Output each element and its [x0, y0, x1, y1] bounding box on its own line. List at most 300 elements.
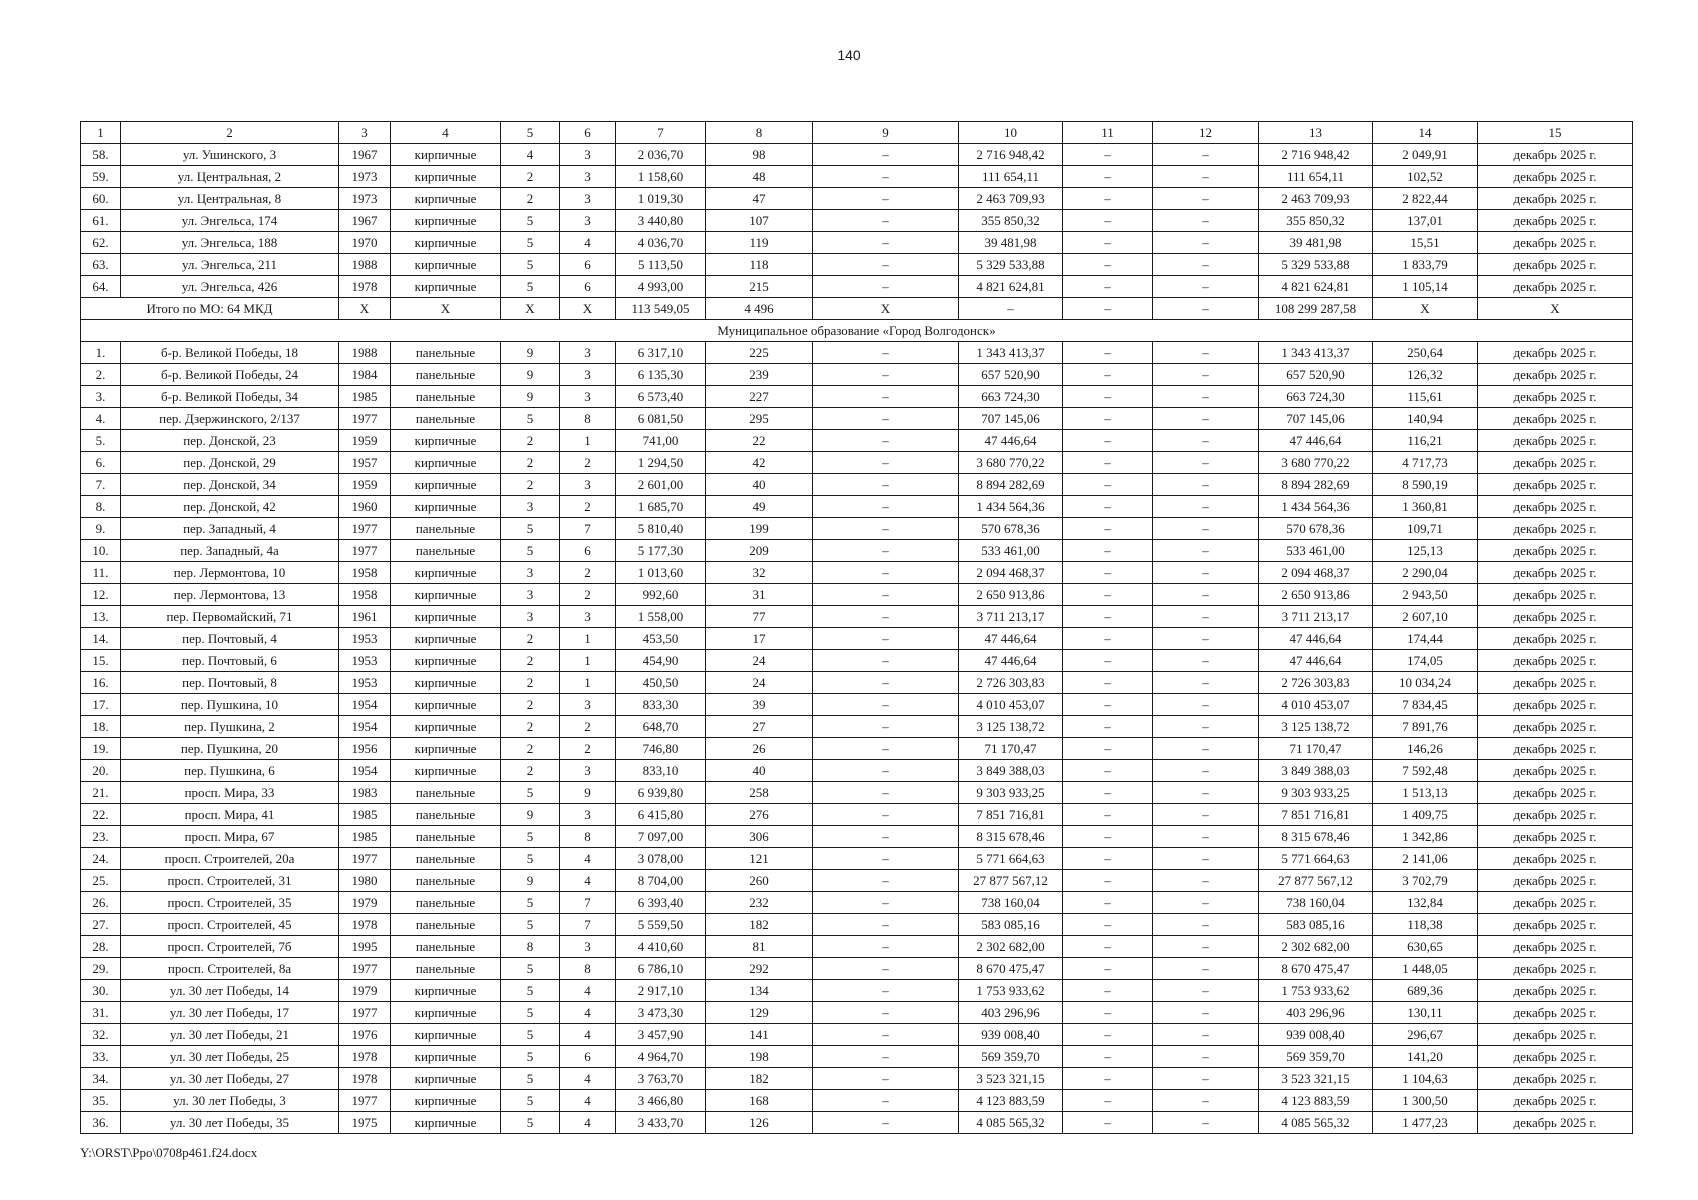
- table-row: [81, 980, 1633, 1002]
- table-cell: –: [813, 980, 959, 1002]
- table-cell: 182: [706, 1068, 813, 1090]
- table-cell: декабрь 2025 г.: [1478, 496, 1633, 518]
- table-cell: 3: [560, 606, 616, 628]
- table-cell: 5 113,50: [616, 254, 706, 276]
- table-cell: просп. Мира, 67: [121, 826, 339, 848]
- table-cell: –: [1153, 1002, 1259, 1024]
- table-cell: 1954: [339, 716, 391, 738]
- table-cell: 7: [616, 122, 706, 144]
- table-cell: 5: [501, 1112, 560, 1134]
- table-row: [81, 144, 1633, 166]
- table-cell: –: [813, 1090, 959, 1112]
- table-cell: –: [1153, 386, 1259, 408]
- table-cell: 4 410,60: [616, 936, 706, 958]
- table-cell: 3 078,00: [616, 848, 706, 870]
- table-cell: –: [1063, 562, 1153, 584]
- table-cell: 9: [501, 804, 560, 826]
- table-cell: 232: [706, 892, 813, 914]
- table-cell: ул. 30 лет Победы, 3: [121, 1090, 339, 1112]
- table-cell: кирпичные: [391, 210, 501, 232]
- table-cell: декабрь 2025 г.: [1478, 232, 1633, 254]
- table-cell: 182: [706, 914, 813, 936]
- table-cell: 239: [706, 364, 813, 386]
- table-body: [81, 144, 1633, 1134]
- table-cell: 8 315 678,46: [959, 826, 1063, 848]
- table-cell: 8.: [81, 496, 121, 518]
- table-cell: 1959: [339, 474, 391, 496]
- table-cell: 27 877 567,12: [959, 870, 1063, 892]
- table-cell: 833,10: [616, 760, 706, 782]
- table-cell: –: [1153, 694, 1259, 716]
- table-cell: 1977: [339, 518, 391, 540]
- table-cell: декабрь 2025 г.: [1478, 210, 1633, 232]
- table-cell: 9: [813, 122, 959, 144]
- table-cell: 1958: [339, 562, 391, 584]
- table-cell: –: [813, 672, 959, 694]
- table-cell: 137,01: [1373, 210, 1478, 232]
- table-cell: –: [813, 496, 959, 518]
- table-cell: декабрь 2025 г.: [1478, 804, 1633, 826]
- table-cell: просп. Строителей, 20а: [121, 848, 339, 870]
- table-cell: декабрь 2025 г.: [1478, 562, 1633, 584]
- table-cell: 5: [501, 122, 560, 144]
- table-cell: –: [813, 518, 959, 540]
- table-cell: кирпичные: [391, 254, 501, 276]
- table-cell: 1967: [339, 144, 391, 166]
- table-cell: 5 177,30: [616, 540, 706, 562]
- table-cell: –: [1153, 1024, 1259, 1046]
- table-cell: 21.: [81, 782, 121, 804]
- table-cell: 4 717,73: [1373, 452, 1478, 474]
- table-cell: 30.: [81, 980, 121, 1002]
- table-cell: 1954: [339, 760, 391, 782]
- table-cell: 5: [501, 408, 560, 430]
- table-row: [81, 232, 1633, 254]
- table-cell: 5: [501, 1024, 560, 1046]
- table-cell: 1 833,79: [1373, 254, 1478, 276]
- table-cell: 5: [501, 782, 560, 804]
- table-cell: –: [1063, 496, 1153, 518]
- page-number: 140: [837, 47, 861, 63]
- table-cell: 1957: [339, 452, 391, 474]
- table-cell: 2: [501, 452, 560, 474]
- table-cell: пер. Почтовый, 6: [121, 650, 339, 672]
- table-cell: –: [1153, 738, 1259, 760]
- table-cell: –: [813, 276, 959, 298]
- table-cell: декабрь 2025 г.: [1478, 144, 1633, 166]
- table-cell: 174,44: [1373, 628, 1478, 650]
- table-row: [81, 738, 1633, 760]
- table-cell: 146,26: [1373, 738, 1478, 760]
- table-cell: 225: [706, 342, 813, 364]
- table-cell: 3: [560, 936, 616, 958]
- table-cell: 47 446,64: [1259, 650, 1373, 672]
- table-cell: –: [1153, 298, 1259, 320]
- table-cell: 1995: [339, 936, 391, 958]
- table-cell: 657 520,90: [959, 364, 1063, 386]
- table-cell: 8: [501, 936, 560, 958]
- table-cell: кирпичные: [391, 1024, 501, 1046]
- table-cell: 570 678,36: [1259, 518, 1373, 540]
- table-cell: кирпичные: [391, 606, 501, 628]
- table-cell: 26: [706, 738, 813, 760]
- table-cell: 24: [706, 650, 813, 672]
- table-cell: 28.: [81, 936, 121, 958]
- table-cell: 403 296,96: [959, 1002, 1063, 1024]
- table-cell: –: [813, 408, 959, 430]
- table-cell: 32: [706, 562, 813, 584]
- table-cell: 8 894 282,69: [959, 474, 1063, 496]
- table-cell: 39 481,98: [959, 232, 1063, 254]
- table-cell: 2 822,44: [1373, 188, 1478, 210]
- table-cell: 15: [1478, 122, 1633, 144]
- table-cell: 7: [560, 518, 616, 540]
- table-cell: 5 329 533,88: [959, 254, 1063, 276]
- table-cell: 4: [560, 1112, 616, 1134]
- table-cell: 47 446,64: [1259, 430, 1373, 452]
- table-cell: 1 360,81: [1373, 496, 1478, 518]
- table-cell: ул. 30 лет Победы, 14: [121, 980, 339, 1002]
- table-cell: ул. 30 лет Победы, 25: [121, 1046, 339, 1068]
- table-cell: ул. Энгельса, 211: [121, 254, 339, 276]
- table-cell: 4 123 883,59: [1259, 1090, 1373, 1112]
- table-cell: 42: [706, 452, 813, 474]
- table-cell: 1978: [339, 914, 391, 936]
- table-row: [81, 870, 1633, 892]
- table-cell: 2: [501, 650, 560, 672]
- table-cell: 276: [706, 804, 813, 826]
- table-cell: 5 810,40: [616, 518, 706, 540]
- table-cell: –: [813, 870, 959, 892]
- table-cell: –: [1063, 188, 1153, 210]
- table-cell: 26.: [81, 892, 121, 914]
- table-cell: 8 704,00: [616, 870, 706, 892]
- table-cell: 47 446,64: [959, 650, 1063, 672]
- table-row: [81, 716, 1633, 738]
- table-row: [81, 804, 1633, 826]
- table-cell: 1977: [339, 958, 391, 980]
- table-cell: 2 302 682,00: [959, 936, 1063, 958]
- table-cell: 9: [501, 342, 560, 364]
- table-cell: 40: [706, 760, 813, 782]
- table-cell: кирпичные: [391, 562, 501, 584]
- table-cell: –: [1153, 452, 1259, 474]
- table-cell: ул. Центральная, 8: [121, 188, 339, 210]
- table-cell: 3: [560, 188, 616, 210]
- table-cell: 118,38: [1373, 914, 1478, 936]
- table-cell: просп. Строителей, 7б: [121, 936, 339, 958]
- table-cell: 2 049,91: [1373, 144, 1478, 166]
- table-cell: 453,50: [616, 628, 706, 650]
- table-cell: –: [1153, 496, 1259, 518]
- table-cell: –: [1153, 364, 1259, 386]
- table-cell: пер. Пушкина, 10: [121, 694, 339, 716]
- table-row: [81, 584, 1633, 606]
- table-cell: декабрь 2025 г.: [1478, 716, 1633, 738]
- table-cell: 47 446,64: [1259, 628, 1373, 650]
- table-cell: декабрь 2025 г.: [1478, 628, 1633, 650]
- table-cell: 689,36: [1373, 980, 1478, 1002]
- table-cell: 1 558,00: [616, 606, 706, 628]
- table-cell: –: [1063, 254, 1153, 276]
- table-cell: 14.: [81, 628, 121, 650]
- table-cell: –: [959, 298, 1063, 320]
- table-cell: 1977: [339, 848, 391, 870]
- table-cell: 7 592,48: [1373, 760, 1478, 782]
- table-cell: 1977: [339, 1002, 391, 1024]
- table-cell: –: [1153, 1068, 1259, 1090]
- table-cell: 9: [560, 782, 616, 804]
- table-cell: 1977: [339, 408, 391, 430]
- table-cell: 4: [560, 1002, 616, 1024]
- table-cell: 657 520,90: [1259, 364, 1373, 386]
- table-cell: 3 125 138,72: [959, 716, 1063, 738]
- table-cell: 6: [560, 276, 616, 298]
- table-cell: 2: [501, 760, 560, 782]
- table-row: [81, 254, 1633, 276]
- table-cell: 3: [501, 496, 560, 518]
- table-cell: 1985: [339, 386, 391, 408]
- table-cell: 33.: [81, 1046, 121, 1068]
- table-cell: 2 094 468,37: [1259, 562, 1373, 584]
- table-cell: 7: [560, 892, 616, 914]
- table-cell: 111 654,11: [959, 166, 1063, 188]
- table-cell: 3 440,80: [616, 210, 706, 232]
- table-cell: –: [1063, 518, 1153, 540]
- table-cell: 707 145,06: [959, 408, 1063, 430]
- table-cell: 533 461,00: [959, 540, 1063, 562]
- table-cell: –: [1153, 1046, 1259, 1068]
- table-cell: 174,05: [1373, 650, 1478, 672]
- table-cell: 3: [560, 166, 616, 188]
- table-cell: кирпичные: [391, 694, 501, 716]
- table-cell: –: [1153, 540, 1259, 562]
- table-cell: декабрь 2025 г.: [1478, 452, 1633, 474]
- table-cell: –: [1063, 474, 1153, 496]
- table-cell: 60.: [81, 188, 121, 210]
- table-cell: 1973: [339, 188, 391, 210]
- table-cell: –: [813, 650, 959, 672]
- table-cell: ул. 30 лет Победы, 21: [121, 1024, 339, 1046]
- table-cell: декабрь 2025 г.: [1478, 166, 1633, 188]
- table-cell: панельные: [391, 826, 501, 848]
- table-cell: 1979: [339, 980, 391, 1002]
- table-cell: 2: [501, 716, 560, 738]
- table-cell: кирпичные: [391, 650, 501, 672]
- table-cell: –: [813, 562, 959, 584]
- table-cell: 1 448,05: [1373, 958, 1478, 980]
- table-cell: 5 771 664,63: [959, 848, 1063, 870]
- table-cell: 39: [706, 694, 813, 716]
- table-cell: 4: [560, 870, 616, 892]
- table-cell: –: [813, 144, 959, 166]
- table-cell: 4: [560, 980, 616, 1002]
- table-cell: кирпичные: [391, 430, 501, 452]
- table-cell: –: [1063, 540, 1153, 562]
- table-cell: 4: [560, 1068, 616, 1090]
- table-row: [81, 892, 1633, 914]
- table-row: [81, 650, 1633, 672]
- table-cell: 2 094 468,37: [959, 562, 1063, 584]
- table-cell: 121: [706, 848, 813, 870]
- table-cell: X: [391, 298, 501, 320]
- table-cell: декабрь 2025 г.: [1478, 540, 1633, 562]
- table-row: [81, 1090, 1633, 1112]
- table-cell: 1967: [339, 210, 391, 232]
- table-cell: 1980: [339, 870, 391, 892]
- table-cell: –: [1063, 430, 1153, 452]
- table-cell: 8 590,19: [1373, 474, 1478, 496]
- table-cell: 4 036,70: [616, 232, 706, 254]
- table-cell: 12.: [81, 584, 121, 606]
- table-cell: панельные: [391, 342, 501, 364]
- table-row: [81, 672, 1633, 694]
- table-cell: 746,80: [616, 738, 706, 760]
- table-cell: 11: [1063, 122, 1153, 144]
- table-cell: 1: [560, 430, 616, 452]
- table-cell: 116,21: [1373, 430, 1478, 452]
- table-cell: просп. Строителей, 35: [121, 892, 339, 914]
- table-cell: кирпичные: [391, 1002, 501, 1024]
- table-cell: 1953: [339, 628, 391, 650]
- table-row: [81, 694, 1633, 716]
- table-cell: 81: [706, 936, 813, 958]
- table-cell: пер. Донской, 23: [121, 430, 339, 452]
- table-cell: 20.: [81, 760, 121, 782]
- table-cell: 19.: [81, 738, 121, 760]
- table-cell: –: [813, 188, 959, 210]
- table-cell: 1 434 564,36: [1259, 496, 1373, 518]
- table-cell: 8 315 678,46: [1259, 826, 1373, 848]
- table-cell: –: [1153, 672, 1259, 694]
- table-cell: –: [1153, 210, 1259, 232]
- table-cell: 5: [501, 1068, 560, 1090]
- table-cell: б-р. Великой Победы, 34: [121, 386, 339, 408]
- table-cell: 25.: [81, 870, 121, 892]
- table-cell: –: [1153, 892, 1259, 914]
- table-cell: 3: [560, 386, 616, 408]
- table-cell: –: [1063, 1112, 1153, 1134]
- table-cell: 27 877 567,12: [1259, 870, 1373, 892]
- table-row: [81, 826, 1633, 848]
- table-cell: просп. Мира, 33: [121, 782, 339, 804]
- table-cell: 35.: [81, 1090, 121, 1112]
- table-cell: 648,70: [616, 716, 706, 738]
- table-cell: 1: [81, 122, 121, 144]
- table-cell: 533 461,00: [1259, 540, 1373, 562]
- table-cell: 1 105,14: [1373, 276, 1478, 298]
- table-cell: 141: [706, 1024, 813, 1046]
- table-row: [81, 606, 1633, 628]
- table-row: [81, 760, 1633, 782]
- table-cell: 31: [706, 584, 813, 606]
- table-cell: 4: [501, 144, 560, 166]
- table-cell: 115,61: [1373, 386, 1478, 408]
- table-cell: панельные: [391, 892, 501, 914]
- table-cell: 109,71: [1373, 518, 1478, 540]
- table-cell: 199: [706, 518, 813, 540]
- table-cell: –: [1153, 276, 1259, 298]
- table-cell: –: [1063, 672, 1153, 694]
- table-cell: 23.: [81, 826, 121, 848]
- table-cell: 3 711 213,17: [959, 606, 1063, 628]
- table-cell: –: [1063, 826, 1153, 848]
- table-cell: 3 849 388,03: [959, 760, 1063, 782]
- table-cell: –: [813, 826, 959, 848]
- table-cell: 7 097,00: [616, 826, 706, 848]
- table-cell: 1 753 933,62: [1259, 980, 1373, 1002]
- table-cell: –: [813, 936, 959, 958]
- section-title-row: [81, 320, 1633, 342]
- table-cell: –: [813, 254, 959, 276]
- table-cell: X: [501, 298, 560, 320]
- table-cell: 6 786,10: [616, 958, 706, 980]
- table-cell: 40: [706, 474, 813, 496]
- table-cell: –: [813, 716, 959, 738]
- table-cell: 4 821 624,81: [959, 276, 1063, 298]
- table-cell: 7: [560, 914, 616, 936]
- table-cell: панельные: [391, 408, 501, 430]
- table-cell: 1958: [339, 584, 391, 606]
- table-cell: пер. Донской, 42: [121, 496, 339, 518]
- table-cell: Итого по МО: 64 МКД: [81, 298, 339, 320]
- table-cell: –: [1063, 584, 1153, 606]
- table-cell: 1: [560, 650, 616, 672]
- table-cell: 5: [501, 914, 560, 936]
- table-cell: –: [813, 782, 959, 804]
- table-row: [81, 386, 1633, 408]
- table-cell: 4 993,00: [616, 276, 706, 298]
- table-cell: просп. Строителей, 31: [121, 870, 339, 892]
- table-cell: 939 008,40: [959, 1024, 1063, 1046]
- table-cell: кирпичные: [391, 474, 501, 496]
- table-cell: декабрь 2025 г.: [1478, 188, 1633, 210]
- table-cell: 198: [706, 1046, 813, 1068]
- table-cell: –: [1063, 144, 1153, 166]
- table-cell: 1 343 413,37: [1259, 342, 1373, 364]
- table-cell: –: [1153, 562, 1259, 584]
- table-cell: –: [1153, 430, 1259, 452]
- table-row: [81, 518, 1633, 540]
- table-cell: кирпичные: [391, 672, 501, 694]
- table-cell: ул. Энгельса, 174: [121, 210, 339, 232]
- table-cell: кирпичные: [391, 738, 501, 760]
- table-cell: кирпичные: [391, 628, 501, 650]
- table-cell: 4: [391, 122, 501, 144]
- table-cell: –: [1063, 1046, 1153, 1068]
- table-cell: 1978: [339, 1068, 391, 1090]
- table-cell: 8 670 475,47: [959, 958, 1063, 980]
- table-cell: 5: [501, 958, 560, 980]
- table-cell: 7 834,45: [1373, 694, 1478, 716]
- table-cell: 1979: [339, 892, 391, 914]
- table-cell: 1960: [339, 496, 391, 518]
- table-cell: –: [1063, 980, 1153, 1002]
- table-cell: панельные: [391, 782, 501, 804]
- table-cell: 2: [560, 584, 616, 606]
- table-cell: кирпичные: [391, 496, 501, 518]
- table-cell: панельные: [391, 914, 501, 936]
- table-cell: 741,00: [616, 430, 706, 452]
- table-cell: –: [1153, 826, 1259, 848]
- table-cell: 250,64: [1373, 342, 1478, 364]
- table-cell: 6 939,80: [616, 782, 706, 804]
- table-cell: просп. Строителей, 45: [121, 914, 339, 936]
- table-cell: пер. Почтовый, 4: [121, 628, 339, 650]
- table-cell: 1970: [339, 232, 391, 254]
- table-cell: 5: [501, 254, 560, 276]
- table-cell: декабрь 2025 г.: [1478, 364, 1633, 386]
